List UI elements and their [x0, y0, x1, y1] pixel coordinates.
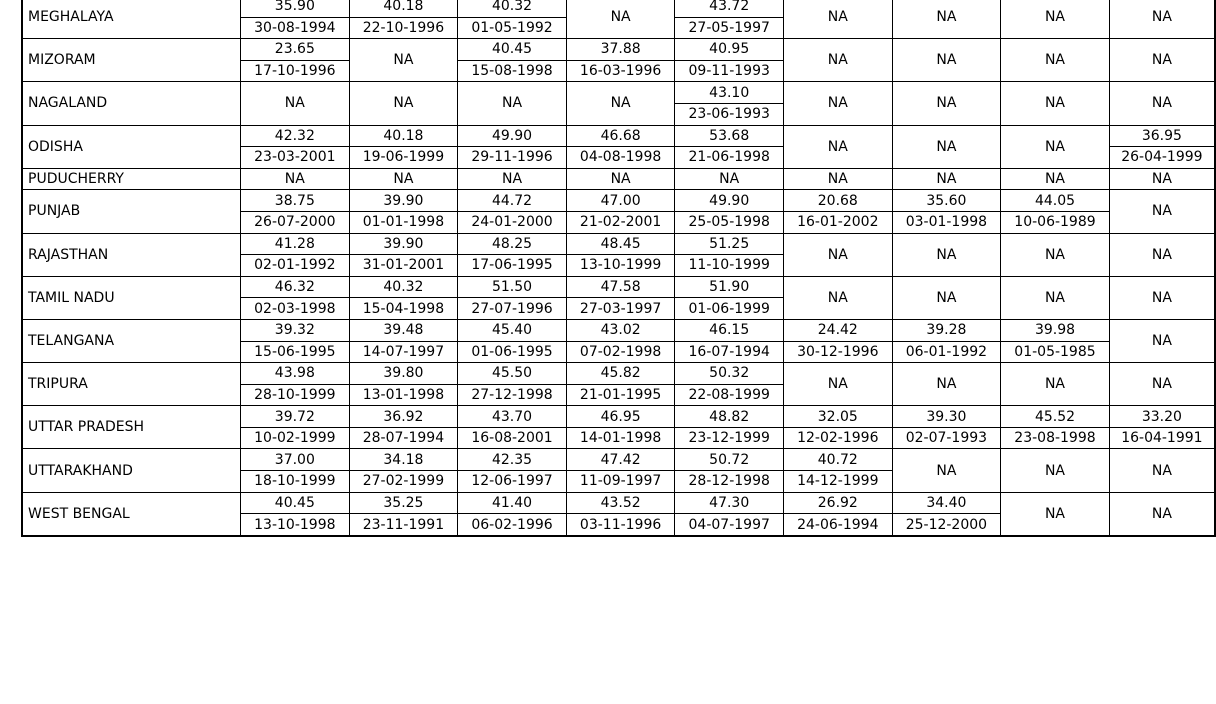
temperature-value-cell: 43.98	[241, 363, 350, 385]
temperature-value-cell: 35.90	[241, 0, 350, 17]
na-cell: NA	[1109, 319, 1215, 362]
state-name-cell: UTTAR PRADESH	[22, 406, 241, 449]
na-cell: NA	[784, 0, 893, 39]
table-row	[22, 233, 1215, 255]
record-date-cell: 26-07-2000	[241, 211, 350, 233]
temperature-value-cell: 47.42	[566, 449, 675, 471]
temperature-value-cell: 42.35	[458, 449, 567, 471]
record-date-cell: 27-03-1997	[566, 298, 675, 320]
temperature-value-cell: 39.32	[241, 319, 350, 341]
na-cell: NA	[675, 168, 784, 190]
temperature-value-cell: 53.68	[675, 125, 784, 147]
record-date-cell: 15-06-1995	[241, 341, 350, 363]
temperature-value-cell: 34.40	[892, 492, 1001, 514]
state-name-cell: UTTARAKHAND	[22, 449, 241, 492]
table-row	[22, 276, 1215, 298]
temperature-value-cell: 49.90	[675, 190, 784, 212]
na-cell: NA	[892, 125, 1001, 168]
temperature-value-cell: 49.90	[458, 125, 567, 147]
temperature-value-cell: 51.90	[675, 276, 784, 298]
record-date-cell: 15-04-1998	[349, 298, 458, 320]
temperature-value-cell: 47.00	[566, 190, 675, 212]
temperature-value-cell: 36.92	[349, 406, 458, 428]
na-cell: NA	[784, 39, 893, 82]
temperature-value-cell: 43.72	[675, 0, 784, 17]
na-cell: NA	[1001, 39, 1110, 82]
na-cell: NA	[566, 82, 675, 125]
table-wrapper	[21, 0, 1216, 537]
temperature-value-cell: 38.75	[241, 190, 350, 212]
temperature-value-cell: 40.45	[458, 39, 567, 61]
record-date-cell: 19-06-1999	[349, 147, 458, 169]
record-date-cell: 14-01-1998	[566, 427, 675, 449]
record-date-cell: 21-01-1995	[566, 384, 675, 406]
state-name-cell: ODISHA	[22, 125, 241, 168]
table-body	[22, 0, 1215, 536]
record-date-cell: 11-09-1997	[566, 471, 675, 493]
table-row	[22, 39, 1215, 61]
temperature-value-cell: 40.18	[349, 0, 458, 17]
temperature-value-cell: 34.18	[349, 449, 458, 471]
na-cell: NA	[1001, 168, 1110, 190]
record-date-cell: 06-01-1992	[892, 341, 1001, 363]
na-cell: NA	[349, 168, 458, 190]
temperature-value-cell: 39.28	[892, 319, 1001, 341]
table-row	[22, 82, 1215, 104]
na-cell: NA	[1109, 0, 1215, 39]
table-row	[22, 406, 1215, 428]
record-date-cell: 25-05-1998	[675, 211, 784, 233]
record-date-cell: 03-11-1996	[566, 514, 675, 536]
record-date-cell: 12-06-1997	[458, 471, 567, 493]
temperature-value-cell: 35.25	[349, 492, 458, 514]
record-date-cell: 16-04-1991	[1109, 427, 1215, 449]
temperature-value-cell: 46.68	[566, 125, 675, 147]
record-date-cell: 13-10-1998	[241, 514, 350, 536]
na-cell: NA	[1001, 233, 1110, 276]
temperature-value-cell: 39.90	[349, 233, 458, 255]
temperature-value-cell: 46.32	[241, 276, 350, 298]
temperature-value-cell: 43.02	[566, 319, 675, 341]
na-cell: NA	[1001, 363, 1110, 406]
temperature-value-cell: 46.95	[566, 406, 675, 428]
na-cell: NA	[1001, 82, 1110, 125]
record-date-cell: 28-12-1998	[675, 471, 784, 493]
state-name-cell: TELANGANA	[22, 319, 241, 362]
record-date-cell: 24-06-1994	[784, 514, 893, 536]
record-date-cell: 17-10-1996	[241, 60, 350, 82]
state-name-cell: PUDUCHERRY	[22, 168, 241, 190]
na-cell: NA	[892, 276, 1001, 319]
temperature-value-cell: 39.30	[892, 406, 1001, 428]
record-date-cell: 28-07-1994	[349, 427, 458, 449]
na-cell: NA	[784, 168, 893, 190]
temperature-value-cell: 51.25	[675, 233, 784, 255]
temperature-value-cell: 48.45	[566, 233, 675, 255]
record-date-cell: 23-12-1999	[675, 427, 784, 449]
record-date-cell: 04-07-1997	[675, 514, 784, 536]
temperature-value-cell: 47.58	[566, 276, 675, 298]
temperature-value-cell: 39.90	[349, 190, 458, 212]
state-name-cell: WEST BENGAL	[22, 492, 241, 536]
na-cell: NA	[784, 125, 893, 168]
temperature-value-cell: 32.05	[784, 406, 893, 428]
temperature-value-cell: 45.82	[566, 363, 675, 385]
record-date-cell: 27-05-1997	[675, 17, 784, 39]
state-name-cell: MIZORAM	[22, 39, 241, 82]
record-date-cell: 27-02-1999	[349, 471, 458, 493]
temperature-value-cell: 39.80	[349, 363, 458, 385]
temperature-value-cell: 41.40	[458, 492, 567, 514]
record-date-cell: 15-08-1998	[458, 60, 567, 82]
record-date-cell: 06-02-1996	[458, 514, 567, 536]
temperature-value-cell: 48.25	[458, 233, 567, 255]
temperature-value-cell: 39.98	[1001, 319, 1110, 341]
state-name-cell: MEGHALAYA	[22, 0, 241, 39]
na-cell: NA	[892, 449, 1001, 492]
record-date-cell: 21-02-2001	[566, 211, 675, 233]
na-cell: NA	[1109, 168, 1215, 190]
na-cell: NA	[1109, 276, 1215, 319]
na-cell: NA	[892, 168, 1001, 190]
na-cell: NA	[1109, 233, 1215, 276]
record-date-cell: 21-06-1998	[675, 147, 784, 169]
record-date-cell: 11-10-1999	[675, 255, 784, 277]
temperature-value-cell: 37.88	[566, 39, 675, 61]
na-cell: NA	[1109, 82, 1215, 125]
temperature-value-cell: 43.10	[675, 82, 784, 104]
na-cell: NA	[892, 82, 1001, 125]
temperature-value-cell: 24.42	[784, 319, 893, 341]
na-cell: NA	[1001, 449, 1110, 492]
record-date-cell: 23-06-1993	[675, 103, 784, 125]
temperature-value-cell: 44.72	[458, 190, 567, 212]
temperature-value-cell: 51.50	[458, 276, 567, 298]
na-cell: NA	[784, 82, 893, 125]
temperature-value-cell: 46.15	[675, 319, 784, 341]
na-cell: NA	[241, 82, 350, 125]
state-name-cell: NAGALAND	[22, 82, 241, 125]
na-cell: NA	[892, 0, 1001, 39]
temperature-value-cell: 40.32	[349, 276, 458, 298]
record-date-cell: 07-02-1998	[566, 341, 675, 363]
record-date-cell: 23-11-1991	[349, 514, 458, 536]
record-date-cell: 14-12-1999	[784, 471, 893, 493]
record-date-cell: 17-06-1995	[458, 255, 567, 277]
temperature-records-table	[21, 0, 1216, 537]
temperature-value-cell: 50.32	[675, 363, 784, 385]
temperature-value-cell: 33.20	[1109, 406, 1215, 428]
record-date-cell: 02-03-1998	[241, 298, 350, 320]
na-cell: NA	[1109, 363, 1215, 406]
temperature-value-cell: 50.72	[675, 449, 784, 471]
temperature-value-cell: 45.40	[458, 319, 567, 341]
temperature-value-cell: 23.65	[241, 39, 350, 61]
record-date-cell: 13-01-1998	[349, 384, 458, 406]
temperature-value-cell: 40.18	[349, 125, 458, 147]
record-date-cell: 18-10-1999	[241, 471, 350, 493]
record-date-cell: 10-02-1999	[241, 427, 350, 449]
record-date-cell: 29-11-1996	[458, 147, 567, 169]
record-date-cell: 02-07-1993	[892, 427, 1001, 449]
temperature-value-cell: 20.68	[784, 190, 893, 212]
na-cell: NA	[1109, 190, 1215, 233]
table-row	[22, 319, 1215, 341]
table-row	[22, 190, 1215, 212]
record-date-cell: 01-06-1995	[458, 341, 567, 363]
table-row	[22, 492, 1215, 514]
na-cell: NA	[1109, 492, 1215, 536]
temperature-value-cell: 39.72	[241, 406, 350, 428]
record-date-cell: 01-06-1999	[675, 298, 784, 320]
na-cell: NA	[1109, 449, 1215, 492]
record-date-cell: 27-07-1996	[458, 298, 567, 320]
temperature-value-cell: 40.95	[675, 39, 784, 61]
record-date-cell: 23-08-1998	[1001, 427, 1110, 449]
record-date-cell: 16-03-1996	[566, 60, 675, 82]
temperature-value-cell: 37.00	[241, 449, 350, 471]
temperature-value-cell: 26.92	[784, 492, 893, 514]
record-date-cell: 14-07-1997	[349, 341, 458, 363]
na-cell: NA	[784, 276, 893, 319]
record-date-cell: 04-08-1998	[566, 147, 675, 169]
temperature-value-cell: 42.32	[241, 125, 350, 147]
table-row	[22, 363, 1215, 385]
record-date-cell: 26-04-1999	[1109, 147, 1215, 169]
record-date-cell: 12-02-1996	[784, 427, 893, 449]
na-cell: NA	[241, 168, 350, 190]
temperature-value-cell: 47.30	[675, 492, 784, 514]
record-date-cell: 30-08-1994	[241, 17, 350, 39]
temperature-value-cell: 35.60	[892, 190, 1001, 212]
record-date-cell: 16-08-2001	[458, 427, 567, 449]
record-date-cell: 03-01-1998	[892, 211, 1001, 233]
na-cell: NA	[1001, 492, 1110, 536]
record-date-cell: 27-12-1998	[458, 384, 567, 406]
temperature-value-cell: 44.05	[1001, 190, 1110, 212]
state-name-cell: TAMIL NADU	[22, 276, 241, 319]
na-cell: NA	[349, 39, 458, 82]
na-cell: NA	[784, 363, 893, 406]
record-date-cell: 22-10-1996	[349, 17, 458, 39]
record-date-cell: 02-01-1992	[241, 255, 350, 277]
temperature-value-cell: 41.28	[241, 233, 350, 255]
na-cell: NA	[1001, 125, 1110, 168]
state-name-cell: TRIPURA	[22, 363, 241, 406]
state-name-cell: PUNJAB	[22, 190, 241, 233]
na-cell: NA	[1001, 276, 1110, 319]
state-name-cell: RAJASTHAN	[22, 233, 241, 276]
temperature-value-cell: 40.32	[458, 0, 567, 17]
record-date-cell: 25-12-2000	[892, 514, 1001, 536]
temperature-value-cell: 39.48	[349, 319, 458, 341]
na-cell: NA	[1109, 39, 1215, 82]
record-date-cell: 31-01-2001	[349, 255, 458, 277]
record-date-cell: 01-05-1985	[1001, 341, 1110, 363]
record-date-cell: 24-01-2000	[458, 211, 567, 233]
record-date-cell: 01-05-1992	[458, 17, 567, 39]
temperature-value-cell: 45.52	[1001, 406, 1110, 428]
record-date-cell: 16-01-2002	[784, 211, 893, 233]
na-cell: NA	[1001, 0, 1110, 39]
na-cell: NA	[892, 363, 1001, 406]
table-row	[22, 125, 1215, 147]
temperature-value-cell: 43.70	[458, 406, 567, 428]
record-date-cell: 30-12-1996	[784, 341, 893, 363]
temperature-value-cell: 40.72	[784, 449, 893, 471]
record-date-cell: 01-01-1998	[349, 211, 458, 233]
record-date-cell: 22-08-1999	[675, 384, 784, 406]
na-cell: NA	[784, 233, 893, 276]
record-date-cell: 13-10-1999	[566, 255, 675, 277]
record-date-cell: 16-07-1994	[675, 341, 784, 363]
temperature-value-cell: 48.82	[675, 406, 784, 428]
table-row	[22, 449, 1215, 471]
na-cell: NA	[892, 39, 1001, 82]
na-cell: NA	[458, 168, 567, 190]
record-date-cell: 28-10-1999	[241, 384, 350, 406]
na-cell: NA	[458, 82, 567, 125]
table-row	[22, 0, 1215, 17]
temperature-value-cell: 40.45	[241, 492, 350, 514]
na-cell: NA	[566, 0, 675, 39]
temperature-value-cell: 36.95	[1109, 125, 1215, 147]
na-cell: NA	[349, 82, 458, 125]
record-date-cell: 10-06-1989	[1001, 211, 1110, 233]
temperature-value-cell: 45.50	[458, 363, 567, 385]
record-date-cell: 09-11-1993	[675, 60, 784, 82]
na-cell: NA	[892, 233, 1001, 276]
record-date-cell: 23-03-2001	[241, 147, 350, 169]
temperature-value-cell: 43.52	[566, 492, 675, 514]
na-cell: NA	[566, 168, 675, 190]
